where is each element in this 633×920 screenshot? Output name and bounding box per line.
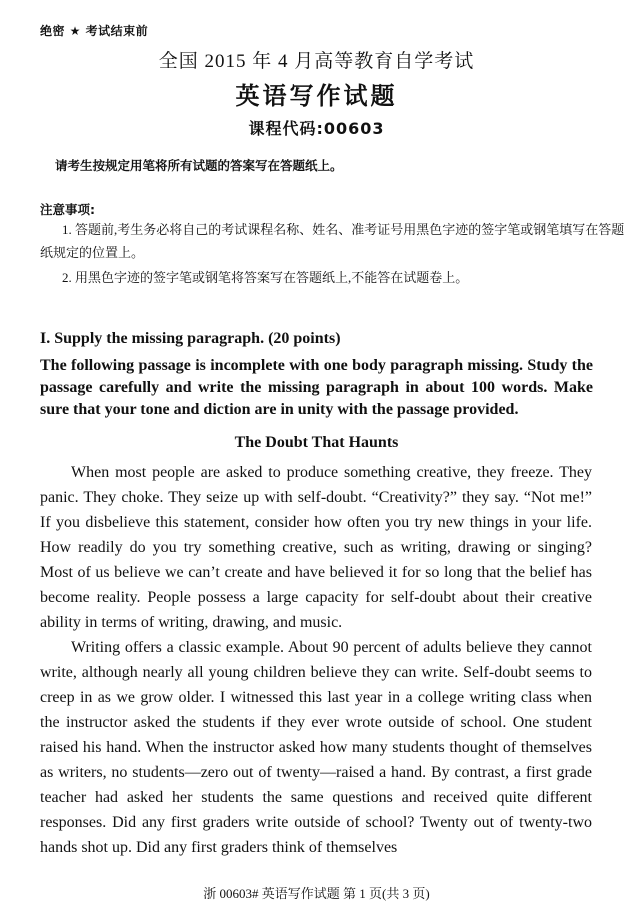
exam-title: 全国 2015 年 4 月高等教育自学考试 [158, 51, 475, 72]
task-instruction: The following passage is incomplete with one body paragraph missing. Study the passage carefully and write the missing paragraph in about 100 words. Make sure that your tone and diction are in unity with the passage provided. [40, 357, 593, 418]
section-heading: I. Supply the missing paragraph. (20 points) [40, 330, 341, 347]
paper-title: 英语写作试题 [235, 82, 398, 110]
note-item-1: 1. 答题前,考生务必将自己的考试课程名称、姓名、准考证号用黑色字迹的签字笔或钢笔填写在答题纸规定的位置上。 [40, 222, 625, 260]
confidential-mark: 绝密 ★ 考试结束前 [40, 24, 149, 38]
notes-title: 注意事项: [40, 202, 95, 217]
course-code: 课程代码:00603 [248, 119, 385, 138]
passage-title: The Doubt That Haunts [234, 434, 399, 451]
passage-paragraph-2: Writing offers a classic example. About 90 percent of adults believe they cannot write, although nearly all young children believe they can write. Self-doubt seems to creep in as we grow older. I witnessed this last year in a college writing class when the instructor asked the students if they ever wrote outside of school. One student raised his hand. When the instructor asked how many students thought of themselves as writers, no students—zero out of twenty—raised a hand. By contrast, a first grade teacher had asked her students the same questions and received quite different responses. Did any first graders write outside of school? Twenty out of twenty-two hands shot up. Did any first graders think of themselves [40, 639, 592, 856]
note-item-2: 2. 用黑色字迹的签字笔或钢笔将答案写在答题纸上,不能答在试题卷上。 [62, 270, 469, 285]
passage-body [40, 460, 592, 860]
passage-paragraph-1: When most people are asked to produce something creative, they freeze. They panic. They choke. They seize up with self-doubt. “Creativity?” they say. “Not me!” If you disbelieve this statement, consider how often you try new things in your life. How readily do you try something creative, such as writing, drawing or singing? Most of us believe we can’t create and have believed it for so long that the belief has become reality. People possess a large capacity for self-doubt about their creative ability in terms of writing, drawing, and music. [40, 464, 592, 631]
page-footer: 浙 00603# 英语写作试题 第 1 页(共 3 页) [203, 886, 430, 901]
answer-instruction: 请考生按规定用笔将所有试题的答案写在答题纸上。 [55, 158, 343, 173]
